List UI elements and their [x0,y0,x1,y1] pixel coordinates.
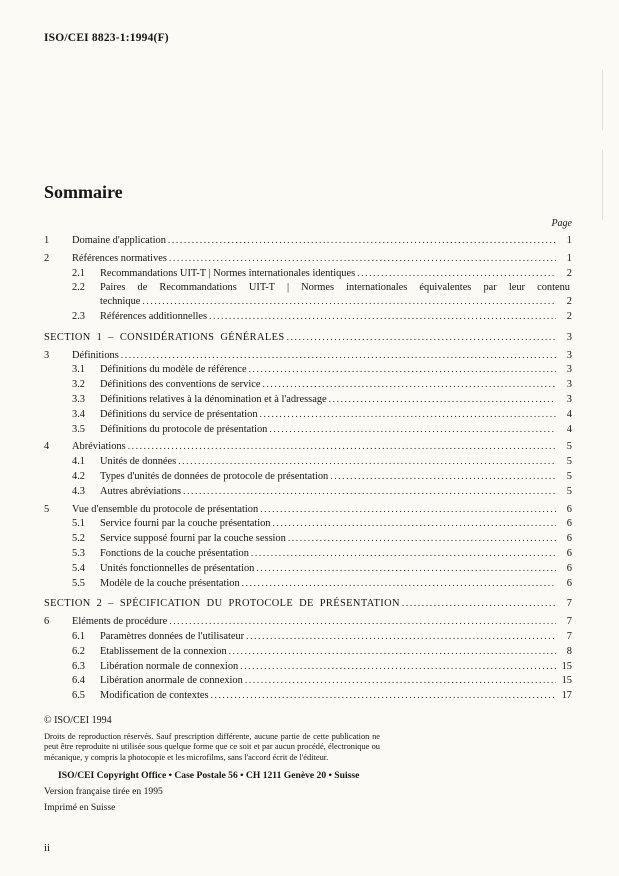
toc-entry-page: 15 [561,660,572,672]
toc-entry [44,363,572,378]
toc-entry [44,470,572,485]
toc-entry-page: 6 [566,533,572,545]
dot-leader [142,295,556,310]
toc-entry-label: Abréviations [72,441,126,453]
toc-entry-number: 5.5 [72,577,85,589]
toc-entry [44,393,572,408]
folio-page-number: ii [44,842,51,854]
toc-entry-page: 3 [566,364,572,376]
toc-entry-number: 6 [44,616,50,628]
toc-entry [44,517,572,532]
toc-entry [44,408,572,423]
toc-entry-continuation [44,295,572,310]
toc-entry-page: 3 [566,349,572,361]
table-of-contents [44,234,572,704]
toc-entry-page: 6 [566,547,572,559]
dot-leader [260,408,556,423]
toc-entry-page: 17 [561,690,572,702]
toc-entry [44,234,572,249]
toc-entry [44,503,572,518]
toc-entry-label: Vue d'ensemble du protocole de présentation [72,503,259,515]
toc-entry-number: 6.4 [72,675,85,687]
toc-title: Sommaire [44,182,123,202]
toc-entry [44,674,572,689]
toc-entry [44,281,572,295]
toc-entry [44,689,572,704]
toc-entry-number: 5.4 [72,562,85,574]
toc-entry-label: Libération normale de connexion [100,660,239,672]
toc-entry-page: 2 [566,267,572,279]
dot-leader [183,485,556,500]
toc-entry-label: Modification de contextes [100,690,209,702]
toc-entry-number: 3.4 [72,408,85,420]
dot-leader [240,660,556,675]
dot-leader [287,331,556,346]
toc-entry-page: 6 [566,518,572,530]
toc-entry-page: 6 [566,562,572,574]
toc-entry [44,252,572,267]
dot-leader [242,577,556,592]
toc-entry-label: SECTION 1 – CONSIDÉRATIONS GÉNÉRALES [44,331,285,343]
toc-entry-label: Eléments de procédure [72,616,168,628]
dot-leader [256,562,556,577]
toc-entry-label: Types d'unités de données de protocole de présentation [100,470,329,482]
toc-entry [44,267,572,282]
dot-leader [121,349,556,364]
toc-entry-label: Définitions relatives à la dénomination et à l'adressage [100,393,327,405]
toc-entry-number: 3.3 [72,393,85,405]
toc-entry [44,630,572,645]
toc-entry-label: Définitions du service de présentation [100,408,258,420]
toc-entry-label: Références normatives [72,252,167,264]
toc-entry-label: Autres abréviations [100,485,182,497]
toc-entry-page: 7 [566,598,572,610]
dot-leader [169,615,556,630]
toc-entry [44,349,572,364]
toc-entry-label: Unités fonctionnelles de présentation [100,562,255,574]
printed-in-line: Imprimé en Suisse [44,801,116,813]
dot-leader [249,363,556,378]
toc-entry-number: 6.3 [72,660,85,672]
toc-entry [44,660,572,675]
dot-leader [262,378,556,393]
toc-entry-label: Définitions des conventions de service [100,379,261,391]
toc-entry-page: 5 [566,485,572,497]
toc-entry-label: Modèle de la couche présentation [100,577,240,589]
dot-leader [245,674,556,689]
toc-entry-label: SECTION 2 – SPÉCIFICATION DU PROTOCOLE DE PRÉSENTATION [44,598,400,610]
dot-leader [273,517,556,532]
toc-entry-number: 4.3 [72,485,85,497]
toc-entry-number: 6.2 [72,645,85,657]
toc-entry-label: Service supposé fourni par la couche session [100,533,286,545]
toc-entry-number: 4 [44,441,50,453]
toc-entry-page: 1 [566,235,572,246]
toc-entry-page: 1 [566,252,572,264]
toc-entry-label: Définitions du protocole de présentation [100,423,268,435]
page-column-label: Page [551,218,572,229]
toc-entry [44,423,572,438]
toc-entry-number: 5.3 [72,547,85,559]
toc-entry-label: technique [100,296,141,308]
toc-entry-label: Définitions [72,349,119,361]
toc-entry-page: 5 [566,456,572,468]
toc-entry-page: 3 [566,379,572,391]
toc-entry-page: 7 [566,630,572,642]
dot-leader [251,547,556,562]
toc-entry-page: 2 [566,296,572,308]
toc-entry-number: 4.2 [72,470,85,482]
toc-entry-page: 8 [566,645,572,657]
toc-entry-page: 3 [566,393,572,405]
toc-entry-label: Recommandations UIT-T | Normes internationales identiques [100,267,356,279]
toc-entry-page: 2 [566,310,572,322]
toc-entry-label: Service fourni par la couche présentation [100,518,271,530]
dot-leader [168,234,556,249]
toc-entry-label: Unités de données [100,456,177,468]
dot-leader [178,455,556,470]
toc-entry-label: Etablissement de la connexion [100,645,227,657]
toc-entry-page: 4 [566,423,572,435]
toc-entry-page: 4 [566,408,572,420]
dot-leader [211,689,557,704]
copyright-footer [44,715,572,813]
copyright-line: © ISO/CEI 1994 [44,714,112,726]
toc-entry-number: 5.1 [72,518,85,530]
toc-entry-number: 6.1 [72,630,85,642]
toc-entry-number: 3.2 [72,379,85,391]
toc-entry-number: 3.1 [72,364,85,376]
document-reference: ISO/CEI 8823-1:1994(F) [44,32,169,44]
dot-leader [357,267,556,282]
dot-leader [209,310,556,325]
reproduction-notice: Droits de reproduction réservés. Sauf prescription différente, aucune partie de cette publication ne peut être reproduite ni utilisée sous quelque forme que ce soit et par aucun procédé, électronique ou mécanique, y compris la photocopie et les microfilms, sans l'accord écrit de l'éditeur. [44,731,380,762]
toc-entry [44,562,572,577]
dot-leader [402,597,556,612]
dot-leader [229,645,556,660]
toc-entry [44,485,572,500]
dot-leader [169,252,556,267]
toc-entry-number: 2 [44,252,50,264]
dot-leader [288,532,556,547]
toc-entry-number: 4.1 [72,456,85,468]
toc-entry-page: 5 [566,470,572,482]
toc-entry [44,645,572,660]
toc-entry-page: 3 [566,331,572,343]
toc-entry-label: Définitions du modèle de référence [100,364,247,376]
toc-entry [44,547,572,562]
toc-entry [44,455,572,470]
toc-entry-label: Fonctions de la couche présentation [100,547,249,559]
toc-entry-number: 5.2 [72,533,85,545]
toc-entry-page: 7 [566,616,572,628]
version-line: Version française tirée en 1995 [44,785,163,797]
toc-entry-number: 1 [44,235,50,246]
toc-entry-page: 6 [566,577,572,589]
dot-leader [260,503,556,518]
scan-artifact [602,150,603,220]
toc-entry [44,378,572,393]
toc-entry-label: Libération anormale de connexion [100,675,243,687]
toc-entry-number: 3.5 [72,423,85,435]
toc-entry-page: 15 [561,675,572,687]
toc-entry [44,310,572,325]
toc-entry-label: Domaine d'application [72,235,166,246]
toc-entry-number: 2.3 [72,310,85,322]
toc-section-heading [44,597,572,612]
dot-leader [329,393,556,408]
toc-entry-number: 5 [44,503,50,515]
toc-section-heading [44,331,572,346]
toc-entry-page: 6 [566,503,572,515]
toc-entry-label: Paramètres données de l'utilisateur [100,630,245,642]
dot-leader [269,423,556,438]
toc-entry [44,440,572,455]
toc-entry-label: Paires de Recommandations UIT-T | Normes internationales équivalentes par leur contenu [100,282,570,294]
toc-entry [44,532,572,547]
scan-artifact [602,70,603,130]
toc-entry-number: 2.2 [72,282,85,294]
copyright-office-line: ISO/CEI Copyright Office • Case Postale 56 • CH 1211 Genève 20 • Suisse [58,769,360,781]
toc-entry-number: 2.1 [72,267,85,279]
toc-entry-number: 3 [44,349,50,361]
toc-entry-page: 5 [566,441,572,453]
toc-entry-number: 6.5 [72,690,85,702]
dot-leader [246,630,556,645]
toc-entry [44,577,572,592]
dot-leader [128,440,556,455]
dot-leader [330,470,556,485]
toc-entry [44,615,572,630]
toc-entry-label: Références additionnelles [100,310,208,322]
